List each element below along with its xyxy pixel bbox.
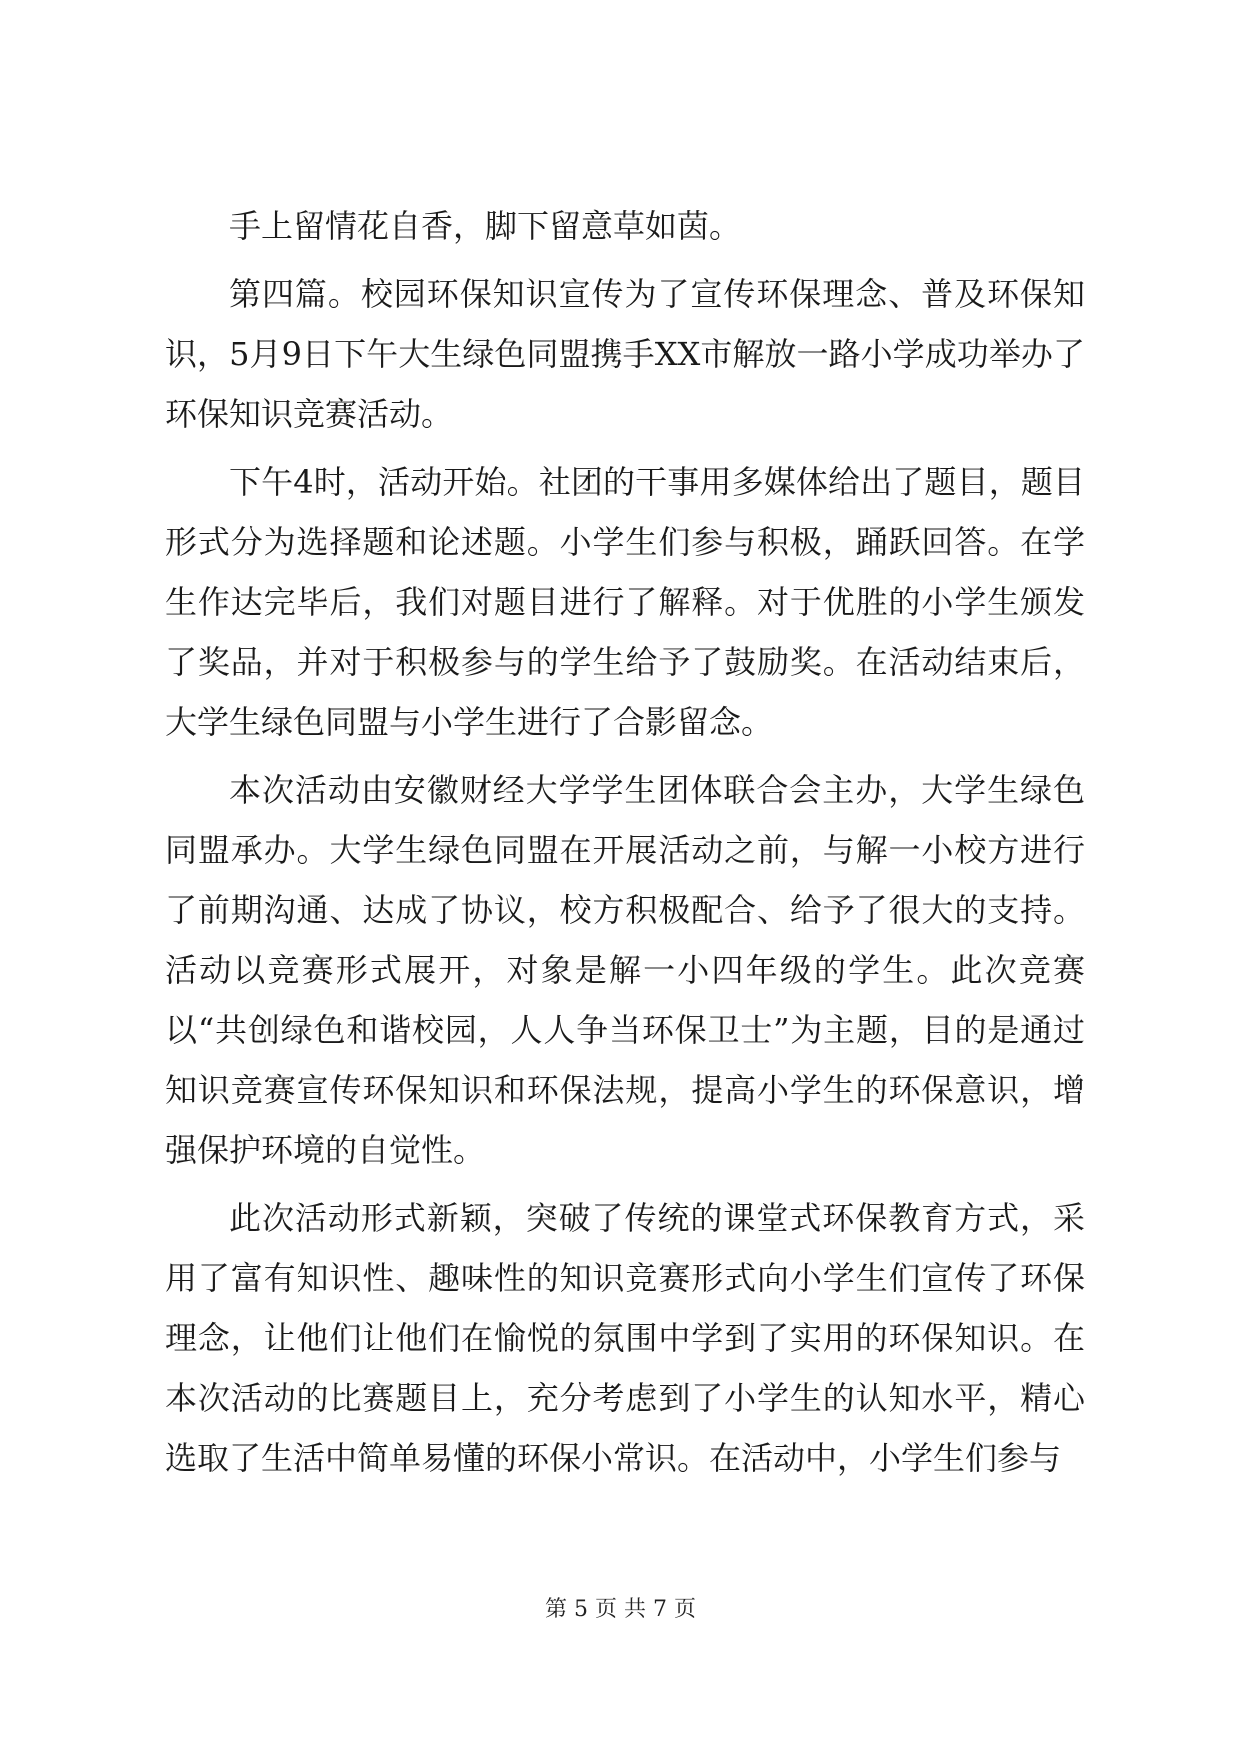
paragraph-2: 第四篇。校园环保知识宣传为了宣传环保理念、普及环保知识，5月9日下午大生绿色同盟携手XX市解放一路小学成功举办了环保知识竞赛活动。 <box>165 275 1085 433</box>
paragraph-5: 此次活动形式新颖，突破了传统的课堂式环保教育方式，采用了富有知识性、趣味性的知识竞赛形式向小学生们宣传了环保理念，让他们让他们在愉悦的氛围中学到了实用的环保知识。在本次活动的比赛题目上，充分考虑到了小学生的认知水平，精心选取了生活中简单易懂的环保小常识。在活动中，小学生们参与 <box>165 1199 1085 1477</box>
paragraph-3: 下午4时，活动开始。社团的干事用多媒体给出了题目，题目形式分为选择题和论述题。小学生们参与积极，踊跃回答。在学生作达完毕后，我们对题目进行了解释。对于优胜的小学生颁发了奖品，并对于积极参与的学生给予了鼓励奖。在活动结束后，大学生绿色同盟与小学生进行了合影留念。 <box>165 463 1085 741</box>
paragraph-1: 手上留情花自香，脚下留意草如茵。 <box>229 207 742 245</box>
document-body <box>165 196 1085 1496</box>
page-number-footer: 第 5 页 共 7 页 <box>545 1597 696 1622</box>
paragraph-4: 本次活动由安徽财经大学学生团体联合会主办，大学生绿色同盟承办。大学生绿色同盟在开展活动之前，与解一小校方进行了前期沟通、达成了协议，校方积极配合、给予了很大的支持。活动以竞赛形式展开，对象是解一小四年级的学生。此次竞赛以“共创绿色和谐校园，人人争当环保卫士”为主题，目的是通过知识竞赛宣传环保知识和环保法规，提高小学生的环保意识，增强保护环境的自觉性。 <box>165 771 1085 1169</box>
